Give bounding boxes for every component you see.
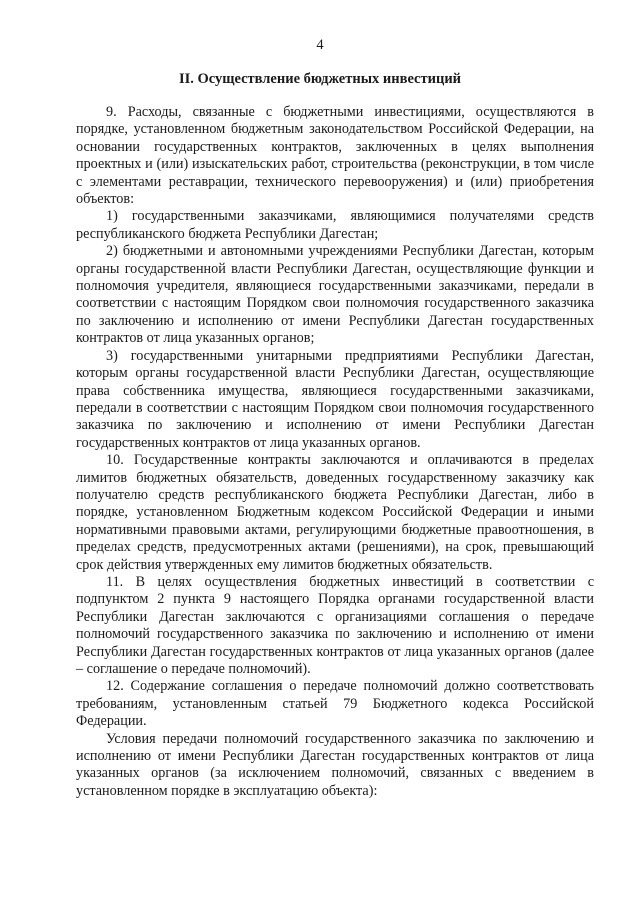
paragraph-9-item-1: 1) государственными заказчиками, являющимися получателями средств республиканского бюджета Республики Дагестан; bbox=[76, 208, 594, 242]
paragraph-10: 10. Государственные контракты заключаются и оплачиваются в пределах лимитов бюджетных обязательств, доведенных государственному заказчику как получателю средств республиканского бюджета Республики Дагестан, либо в порядке, установленном Бюджетным кодексом Российской Федерации и иными нормативными правовыми актами, регулирующими бюджетные правоотношения, в пределах средств, предусмотренных актами (решениями), на срок, превышающий срок действия утвержденных ему лимитов бюджетных обязательств. bbox=[76, 452, 594, 573]
page-number: 4 bbox=[316, 37, 324, 53]
paragraph-9-item-2: 2) бюджетными и автономными учреждениями Республики Дагестан, которым органы государственной власти Республики Дагестан, осуществляющие функции и полномочия учредителя, являющиеся государственными заказчиками, передали в соответствии с настоящим Порядком свои полномочия государственного заказчика по заключению и исполнению от имени Республики Дагестан государственных контрактов от лица указанных органов; bbox=[76, 243, 594, 347]
document-body bbox=[76, 104, 594, 800]
paragraph-12: 12. Содержание соглашения о передаче полномочий должно соответствовать требованиям, установленным статьей 79 Бюджетного кодекса Российской Федерации. bbox=[76, 678, 594, 730]
section-heading: II. Осуществление бюджетных инвестиций bbox=[178, 71, 462, 87]
paragraph-9-item-3: 3) государственными унитарными предприятиями Республики Дагестан, которым органы государственной власти Республики Дагестан, осуществляющие права собственника имущества, являющиеся государственными заказчиками, передали в соответствии с настоящим Порядком свои полномочия государственного заказчика по заключению и исполнению от имени Республики Дагестан государственных контрактов от лица указанных органов. bbox=[76, 347, 594, 451]
paragraph-11: 11. В целях осуществления бюджетных инвестиций в соответствии с подпунктом 2 пункта 9 настоящего Порядка органами государственной власти Республики Дагестан заключаются с организациями соглашения о передаче полномочий государственного заказчика по заключению и исполнению от имени Республики Дагестан государственных контрактов от лица указанных органов (далее – соглашение о передаче полномочий). bbox=[76, 573, 594, 677]
paragraph-conditions: Условия передачи полномочий государственного заказчика по заключению и исполнению от имени Республики Дагестан государственных контрактов от лица указанных органов (за исключением полномочий, связанных с введением в установленном порядке в эксплуатацию объекта): bbox=[76, 730, 594, 799]
paragraph-9: 9. Расходы, связанные с бюджетными инвестициями, осуществляются в порядке, установленном бюджетным законодательством Российской Федерации, на основании государственных контрактов, заключенных в целях выполнения проектных и (или) изыскательских работ, строительства (реконструкции, в том числе с элементами реставрации, технического перевооружения) и (или) приобретения объектов: bbox=[76, 104, 594, 208]
